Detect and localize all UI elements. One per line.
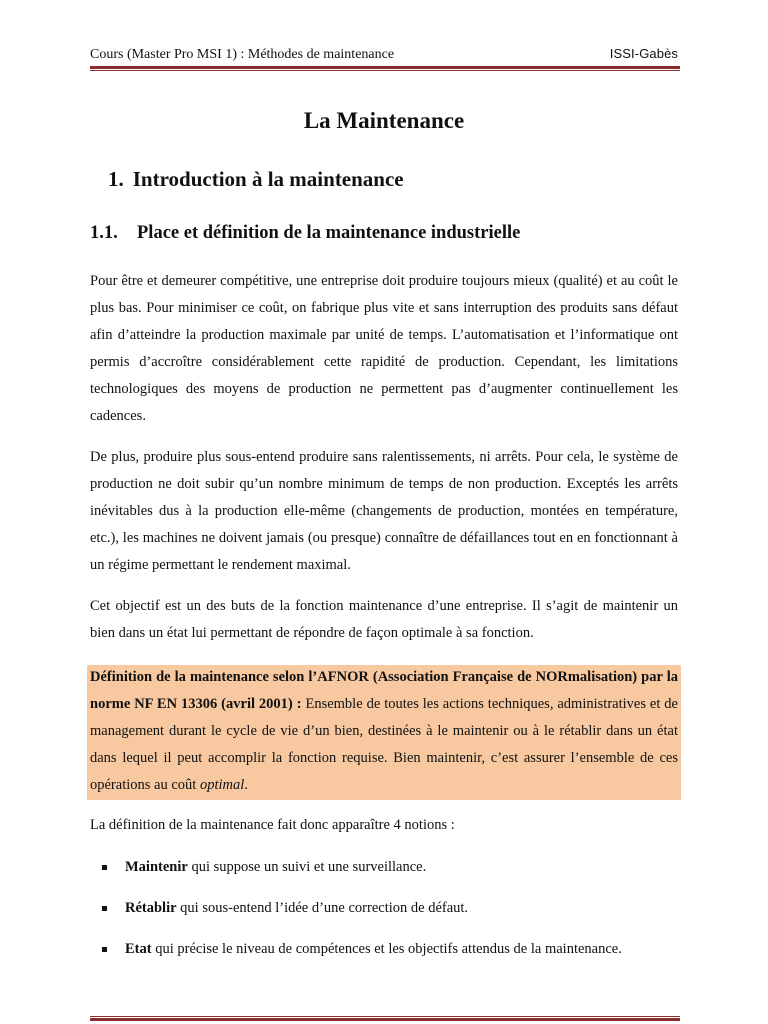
definition-label: Définition de la maintenance selon l’AFNOR (Association Française de NORmalisation) par la norme NF EN 13306 (avril 2001) : bbox=[90, 669, 678, 712]
list-item bbox=[100, 895, 680, 936]
notions-intro: La définition de la maintenance fait donc apparaître 4 notions : bbox=[90, 817, 455, 833]
list-item bbox=[100, 936, 680, 977]
footer-rule bbox=[90, 1016, 680, 1021]
notion-description: qui précise le niveau de compétences et les objectifs attendus de la maintenance. bbox=[151, 941, 622, 957]
bullet-square-icon bbox=[102, 865, 107, 870]
section-number: 1. bbox=[108, 167, 124, 191]
section-title: Introduction à la maintenance bbox=[132, 167, 404, 191]
bullet-square-icon bbox=[102, 947, 107, 952]
list-item bbox=[100, 854, 680, 895]
definition-text bbox=[90, 664, 678, 799]
notion-term: Rétablir bbox=[125, 900, 177, 916]
page-header bbox=[90, 46, 678, 63]
header-institution: ISSI-Gabès bbox=[609, 46, 678, 61]
subsection-number: 1.1. bbox=[90, 223, 118, 243]
header-rule bbox=[90, 66, 680, 71]
notion-term: Etat bbox=[125, 941, 152, 957]
notion-description: qui suppose un suivi et une surveillance. bbox=[187, 859, 427, 875]
notion-description: qui sous-entend l’idée d’une correction de défaut. bbox=[176, 900, 469, 916]
notion-term: Maintenir bbox=[125, 859, 188, 875]
definition-emphasis: optimal bbox=[199, 777, 245, 793]
document-title: La Maintenance bbox=[303, 108, 465, 133]
subsection-heading-1-1 bbox=[90, 223, 520, 244]
paragraph-3: Cet objectif est un des buts de la fonction maintenance d’une entreprise. Il s’agit de maintenir un bien dans un état lui permettant de répondre de façon optimale à sa fonction. bbox=[90, 598, 678, 641]
bullet-square-icon bbox=[102, 906, 107, 911]
paragraph-2: De plus, produire plus sous-entend produire sans ralentissements, ni arrêts. Pour cela, le système de production ne doit subir qu’un nombre minimum de temps de non production. Exceptés les arrêts inévitables dus à la production elle-même (changements de production, montées en température, etc.), les machines ne doivent jamais (ou presque) connaître de défaillances tout en en fonctionnant à un régime permettant le rendement maximal. bbox=[90, 449, 678, 573]
definition-body: Ensemble de toutes les actions techniques, administratives et de management durant le cycle de vie d’un bien, destinées à le maintenir ou à le rétablir dans un état dans lequel il peut accomplir la fonction requise. Bien maintenir, c’est assurer l’ensemble de ces opérations au coût bbox=[90, 696, 678, 793]
paragraph-1: Pour être et demeurer compétitive, une entreprise doit produire toujours mieux (qualité) et au coût le plus bas. Pour minimiser ce coût, on fabrique plus vite et sans interruption des produits sans défaut afin d’atteindre la production maximale par unité de temps. L’automatisation et l’informatique ont permis d’accroître considérablement cette rapidité de production. Cependant, les limitations technologiques des moyens de production ne permettent pas d’augmenter continuellement les cadences. bbox=[90, 273, 678, 424]
definition-end: . bbox=[244, 777, 248, 793]
notions-list bbox=[100, 854, 680, 977]
header-course-title: Cours (Master Pro MSI 1) : Méthodes de maintenance bbox=[90, 47, 395, 62]
section-heading-1 bbox=[108, 167, 404, 192]
subsection-title: Place et définition de la maintenance industrielle bbox=[137, 223, 521, 243]
